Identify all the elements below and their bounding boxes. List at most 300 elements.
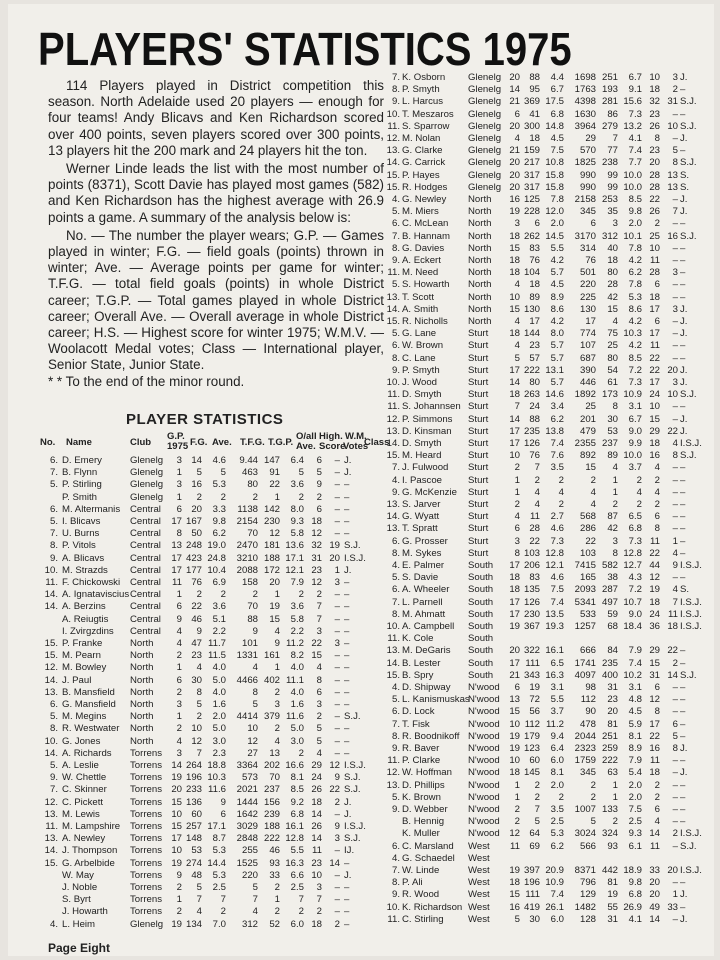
cell-hs: 6 [316,455,322,466]
cell-cls: – [680,486,686,498]
cell-no: 10. [44,564,58,576]
cell-gp: 17 [171,833,182,845]
cell-oave: 8.5 [628,352,642,364]
cell-club: Glenelg [468,145,502,157]
cell-club: Central [130,625,161,637]
table-row [40,833,385,845]
table-row [382,804,712,816]
left-table-header [40,431,390,454]
cell-fg: 60 [191,808,202,820]
cell-tfg: 666 [579,645,596,657]
cell-club: Torrens [130,784,162,796]
cell-no: 15. [44,650,58,662]
cell-tgp: 147 [263,455,280,466]
cell-tfg: 22 [585,535,596,547]
cell-ave: 4.2 [550,255,564,266]
cell-name: R. Boodnikoff [402,730,460,742]
cell-no: 14. [44,601,58,613]
cell-no: 4. [391,682,400,693]
cell-hs: 9 [316,479,322,491]
cell-no: 6. [49,503,58,515]
cell-oave: 15.6 [623,96,642,108]
cell-hs: 8 [654,523,660,535]
table-row [382,523,712,535]
cell-tgp: 287 [601,584,618,596]
cell-name: C. Marsland [402,840,454,852]
cell-ave: 9.4 [550,730,564,742]
cell-ave: 5.3 [550,828,564,840]
cell-ave: 16.3 [545,669,564,681]
cell-ave: 7.4 [550,889,564,901]
cell-fg: 145 [523,767,540,779]
cell-no: 7. [391,230,400,242]
cell-name: P. Clarke [402,755,441,767]
cell-fg: 88 [529,72,540,83]
cell-tgp: 84 [607,645,618,657]
cell-tgp: 54 [607,364,618,376]
cell-fg: 263 [523,389,540,401]
cell-no: 10. [386,108,400,120]
cell-club: N'wood [468,743,500,754]
cell-wmv: – [672,340,678,352]
cell-tfg: 479 [579,425,596,437]
cell-tgp: 133 [601,804,618,815]
cell-cls: – [680,145,686,157]
cell-tgp: 8 [612,547,618,559]
cell-gp: 1 [176,711,182,723]
cell-tfg: 314 [579,242,596,254]
cell-oave: 7.9 [628,755,642,767]
cell-fg: 423 [185,552,202,564]
cell-fg: 89 [529,291,540,303]
cell-tgp: 91 [269,467,280,479]
cell-tfg: 774 [579,328,596,340]
cell-cls: J. [344,808,352,820]
cell-tfg: 4 [590,499,596,510]
cell-gp: 14 [509,377,520,388]
cell-tgp: 53 [607,425,618,437]
cell-no: 5. [391,572,400,584]
table-row [40,870,385,882]
cell-hs: 24 [649,608,660,620]
cell-tfg: 5341 [574,596,596,608]
cell-club: South [468,669,494,681]
cell-tfg: 2021 [236,784,258,796]
cell-tgp: 31 [607,682,618,693]
cell-tgp: 172 [263,564,280,576]
cell-wmv: 22 [667,645,678,657]
cell-cls: – [680,804,686,815]
cell-tfg: 7 [252,894,258,906]
cell-tgp: 70 [269,772,280,784]
cell-club: Glenelg [130,479,164,491]
cell-oave: 10.0 [623,450,642,462]
header-overall-ave: Ave. [296,441,316,452]
cell-name: S. Jarver [402,499,441,510]
cell-wmv: – [672,523,678,535]
cell-no: 10. [386,901,400,913]
cell-gp: 17 [509,596,520,608]
cell-tfg: 12 [247,735,258,747]
table-row [382,231,712,243]
cell-tgp: 42 [607,523,618,535]
cell-tgp: 22 [269,479,280,491]
cell-oave: 4.2 [628,316,642,327]
cell-gp: 3 [176,699,182,710]
cell-fg: 72 [529,694,540,706]
cell-tgp: 52 [269,918,280,930]
cell-fg: 206 [523,560,540,571]
cell-ave: 7.6 [550,450,564,462]
cell-hs: 18 [311,796,322,808]
cell-club: Sturt [468,340,489,352]
cell-name: K. Muller [402,828,440,840]
cell-fg: 41 [529,108,540,120]
cell-hs: 4 [316,747,322,759]
cell-tfg: 1825 [574,157,596,169]
table-row [40,504,385,516]
cell-cls: – [680,755,686,767]
cell-fg: 20 [191,503,202,515]
cell-hs: 18 [649,596,660,608]
cell-oave: 3.1 [628,682,642,693]
cell-tfg: 478 [579,718,596,730]
cell-fg: 12 [191,735,202,747]
cell-tfg: 1741 [574,657,596,669]
cell-no: 7. [391,718,400,730]
cell-tgp: 2 [274,906,280,918]
cell-hs: 26 [649,206,660,218]
cell-no: 6. [391,340,400,352]
cell-tgp: 239 [263,808,280,820]
cell-no: 9. [391,364,400,376]
cell-club: Glenelg [130,918,164,930]
table-row [40,650,385,662]
cell-oave: 10.0 [623,181,642,193]
cell-tfg: 4 [590,486,596,498]
cell-cls: – [680,84,686,96]
cell-name: A. Ignataviscius [62,589,130,601]
cell-tgp: 93 [607,840,618,852]
cell-gp: 19 [509,730,520,742]
header-high-score: Score [319,441,346,452]
cell-hs: 32 [311,540,322,552]
cell-name: P. Hayes [402,169,440,181]
cell-hs: 2 [316,906,322,918]
cell-gp: 1 [514,779,520,791]
cell-name: G. Mansfield [62,699,116,710]
cell-hs: 28 [649,181,660,193]
cell-hs: 12 [311,577,322,588]
cell-cls: S.J. [344,711,361,723]
cell-no: 7. [49,467,58,479]
cell-wmv: – [334,516,340,527]
cell-tfg: 573 [241,772,258,784]
cell-oave: 6.4 [290,455,304,466]
cell-tgp: 31 [607,913,618,925]
cell-cls: I.S.J. [680,828,702,840]
cell-ave: 2 [220,906,226,918]
cell-fg: 144 [523,328,540,340]
cell-tgp: 61 [607,377,618,388]
cell-tgp: 1 [612,791,618,803]
cell-cls: J. [680,206,688,218]
cell-no: 4. [391,194,400,205]
cell-wmv: – [672,840,678,852]
cell-tgp: 68 [607,621,618,632]
cell-wmv: – [672,694,678,706]
cell-cls: – [344,906,350,918]
cell-oave: 7.8 [628,242,642,254]
cell-fg: 257 [185,821,202,832]
cell-cls: – [680,718,686,730]
table-row [382,682,712,694]
cell-cls: S.J. [344,784,361,796]
cell-fg: 18 [529,133,540,144]
cell-no: 15. [386,450,400,462]
cell-tfg: 990 [579,169,596,181]
cell-gp: 10 [171,808,182,820]
cell-hs: 8 [654,706,660,718]
cell-wmv: – [672,913,678,925]
cell-fg: 104 [523,267,540,279]
cell-tgp: 80 [607,352,618,364]
cell-no: 11. [387,633,400,645]
cell-cls: I.S.J. [680,608,702,620]
cell-tfg: 4 [252,662,258,674]
cell-name: A. Wheeler [402,584,450,596]
cell-tfg: 1892 [574,389,596,401]
cell-tfg: 3170 [574,230,596,242]
cell-ave: 2.5 [550,816,564,828]
cell-club: Glenelg [468,96,502,108]
cell-fg: 64 [529,828,540,840]
cell-cls: – [680,730,686,742]
cell-ave: 5.7 [550,352,564,364]
cell-oave: 7.9 [290,577,304,588]
cell-wmv: – [334,479,340,491]
cell-name: P. Smyth [402,364,440,376]
cell-ave: 2.3 [212,747,226,759]
cell-ave: 7.0 [212,918,226,930]
cell-tfg: 892 [579,450,596,462]
cell-ave: 5.0 [212,674,226,686]
cell-name: M. Megins [62,711,107,723]
cell-tgp: 20 [607,706,618,718]
cell-cls: J. [680,767,688,779]
cell-cls: – [344,528,350,540]
cell-wmv: 10 [667,120,678,132]
cell-ave: 13.8 [545,425,564,437]
cell-hs: 18 [311,516,322,527]
cell-club: West [468,840,490,852]
table-row [382,816,712,828]
cell-name: R. Baver [402,743,440,754]
cell-no: 11. [387,267,400,279]
cell-fg: 88 [529,413,540,425]
cell-club: South [468,584,494,596]
cell-club: Sturt [468,486,489,498]
header-tfg: T.F.G. [240,437,265,448]
cell-tgp: 55 [607,901,618,913]
table-row [382,633,712,645]
cell-no: 11. [387,389,400,401]
table-row [382,536,712,548]
cell-wmv: – [672,255,678,266]
cell-tfg: 5 [252,699,258,710]
cell-oave: 7.9 [628,645,642,657]
cell-wmv: 3 [672,377,678,388]
cell-cls: – [680,352,686,364]
table-row [382,389,712,401]
cell-gp: 8 [176,528,182,540]
cell-oave: 5 [298,467,304,479]
cell-ave: 14.8 [545,120,564,132]
cell-name: I. Blicavs [62,516,101,527]
cell-oave: 2 [298,589,304,601]
cell-gp: 16 [509,901,520,913]
cell-gp: 17 [171,552,182,564]
cell-club: Sturt [468,450,489,462]
cell-cls: J. [680,889,688,901]
cell-no: 10. [44,735,58,747]
cell-fg: 76 [529,255,540,266]
cell-cls: – [344,735,350,747]
cell-gp: 6 [176,601,182,613]
cell-ave: 4.5 [550,279,564,291]
cell-fg: 317 [523,169,540,181]
cell-ave: 5.5 [550,694,564,706]
cell-tgp: 253 [601,194,618,205]
table-row [382,133,712,145]
cell-oave: 7.3 [628,535,642,547]
cell-hs: 31 [311,552,322,564]
cell-fg: 23 [191,650,202,662]
cell-club: South [468,633,494,645]
cell-no: 8. [391,242,400,254]
cell-hs: 4 [654,486,660,498]
cell-fg: 2 [196,711,202,723]
cell-ave: 12.0 [545,206,564,218]
cell-wmv: – [672,291,678,303]
cell-ave: 12.1 [545,560,564,571]
cell-gp: 20 [509,72,520,83]
cell-tgp: 4 [274,625,280,637]
cell-ave: 4.2 [550,316,564,327]
cell-tfg: 4466 [236,674,258,686]
cell-no: 5. [49,516,58,527]
cell-club: Glenelg [468,157,502,169]
cell-name: G. Davies [402,242,445,254]
table-row [40,906,385,918]
cell-hs: 6 [654,511,660,523]
cell-gp: 15 [509,303,520,315]
cell-tgp: 4 [612,462,618,474]
cell-ave: 11.5 [208,650,226,662]
cell-club: N'wood [468,828,500,840]
cell-tgp: 23 [607,694,618,706]
cell-wmv: – [672,682,678,693]
cell-club: Glenelg [468,133,502,144]
cell-name: B. Spry [402,669,434,681]
cell-wmv: 3 [334,833,340,845]
table-row [382,670,712,682]
cell-ave: 8.6 [550,303,564,315]
cell-wmv: – [672,462,678,474]
cell-tfg: 112 [580,694,596,706]
cell-gp: 2 [176,906,182,918]
cell-gp: 20 [509,120,520,132]
cell-tgp: 324 [601,828,618,840]
cell-no: 9. [391,96,400,108]
cell-hs: 2 [316,711,322,723]
cell-oave: 9.8 [628,877,642,889]
table-row [40,919,385,931]
cell-ave: 16.1 [545,645,564,657]
cell-tgp: 18 [607,255,618,266]
cell-tgp: 142 [263,503,280,515]
cell-no: 5. [391,328,400,340]
cell-gp: 2 [176,882,182,893]
cell-oave: 2.0 [628,791,642,803]
cell-wmv: 31 [667,96,678,108]
cell-club: North [468,291,492,303]
table-row [40,626,385,638]
cell-club: Torrens [130,869,162,881]
cell-tgp: 238 [601,157,618,169]
cell-tfg: 76 [585,255,596,266]
table-row [382,267,712,279]
table-row [382,96,712,108]
cell-cls: – [344,601,350,613]
cell-no: 13. [386,145,400,157]
cell-fg: 2 [534,474,540,486]
cell-ave: 19.0 [207,540,226,552]
cell-club: Sturt [468,328,489,340]
cell-tgp: 30 [607,413,618,425]
cell-oave: 1.6 [290,699,304,710]
table-row [382,438,712,450]
cell-ave: 18.8 [207,760,226,771]
cell-gp: 4 [514,133,520,144]
cell-ave: 7.4 [550,438,564,449]
cell-cls: – [344,491,350,503]
table-row [382,719,712,731]
cell-hs: 3 [316,625,322,637]
cell-tfg: 8 [252,686,258,698]
cell-cls: – [680,523,686,535]
cell-ave: 9 [220,796,226,808]
cell-hs: 16 [649,743,660,754]
cell-name: M. Need [402,267,439,279]
cell-name: M. Lampshire [62,821,121,832]
cell-club: Sturt [468,401,489,413]
cell-oave: 6.8 [628,889,642,901]
cell-tfg: 88 [247,613,258,625]
table-row [40,894,385,906]
cell-name: D. Smyth [402,389,442,401]
cell-ave: 2 [220,589,226,601]
cell-hs: 3 [316,699,322,710]
cell-wmv: – [672,316,678,327]
cell-club: Glenelg [468,181,502,193]
cell-club: West [468,877,490,889]
cell-gp: 20 [509,157,520,169]
cell-cls: S. [680,181,690,193]
cell-ave: 5.1 [212,613,226,625]
table-row [382,548,712,560]
cell-name: A. Berzins [62,601,106,613]
